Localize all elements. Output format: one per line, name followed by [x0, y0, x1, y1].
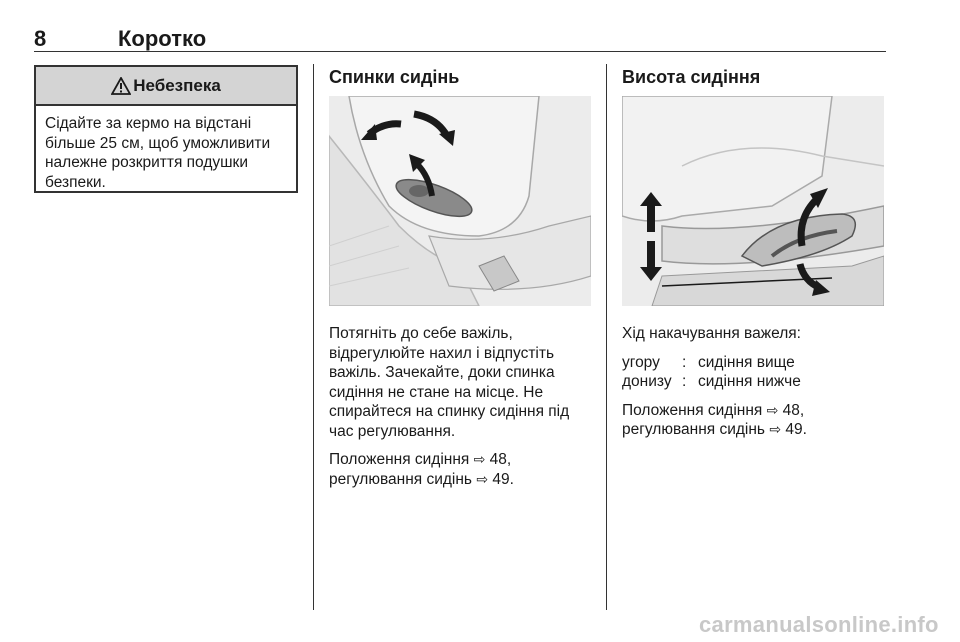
warning-triangle-icon	[111, 77, 131, 95]
list-item-key: угору	[622, 353, 660, 371]
header-rule	[34, 51, 886, 52]
column-divider-2	[606, 64, 607, 610]
backrest-section	[329, 67, 599, 87]
backrest-illustration	[329, 96, 591, 306]
height-section	[622, 67, 892, 87]
ref-text: Положення сидіння	[329, 451, 470, 468]
column-divider-1	[313, 64, 314, 610]
reference-arrow-icon: ⇨	[476, 470, 489, 487]
ref-text: Положення сидіння	[622, 401, 763, 419]
page-number: 8	[34, 26, 47, 51]
height-list	[622, 353, 890, 392]
warning-box	[34, 65, 298, 193]
watermark: carmanualsonline.info	[699, 612, 939, 637]
list-item-value: сидіння нижче	[698, 373, 801, 390]
height-text	[622, 324, 890, 449]
backrest-body: Потягніть до себе важіль, відрегулюйте нахил і відпустіть важіль. Зачекайте, доки спинка сидіння не стане на місце. Не спирайтеся на спинку сидіння під час регулювання.	[329, 325, 570, 440]
list-item-key: донизу	[622, 373, 672, 390]
reference-arrow-icon: ⇨	[473, 451, 486, 467]
page-title: Коротко	[118, 26, 207, 51]
backrest-refs	[329, 450, 597, 489]
ref-text: регулювання сидінь	[329, 470, 473, 488]
ref-page-link[interactable]: 48,	[489, 451, 512, 468]
warning-title: Небезпека	[133, 75, 221, 95]
list-item-sep: :	[682, 373, 687, 390]
ref-page-link[interactable]: 48,	[782, 401, 805, 419]
list-item-sep: :	[682, 353, 687, 371]
ref-page-link[interactable]: 49.	[492, 470, 514, 488]
backrest-heading: Спинки сидінь	[329, 67, 460, 87]
list-item-value: сидіння вище	[698, 353, 795, 371]
height-heading: Висота сидіння	[622, 67, 761, 87]
reference-arrow-icon: ⇨	[769, 421, 782, 437]
height-illustration	[622, 96, 884, 306]
height-refs	[622, 401, 890, 440]
warning-header	[36, 67, 296, 106]
ref-text: регулювання сидінь	[622, 421, 766, 438]
height-intro: Хід накачування важеля:	[622, 325, 801, 342]
backrest-text	[329, 324, 597, 498]
warning-text: Сідайте за кермо на відстані більше 25 см, щоб уможливити належне розкриття подушки безпеки.	[45, 115, 271, 191]
ref-page-link[interactable]: 49.	[785, 421, 807, 438]
reference-arrow-icon: ⇨	[766, 401, 779, 418]
